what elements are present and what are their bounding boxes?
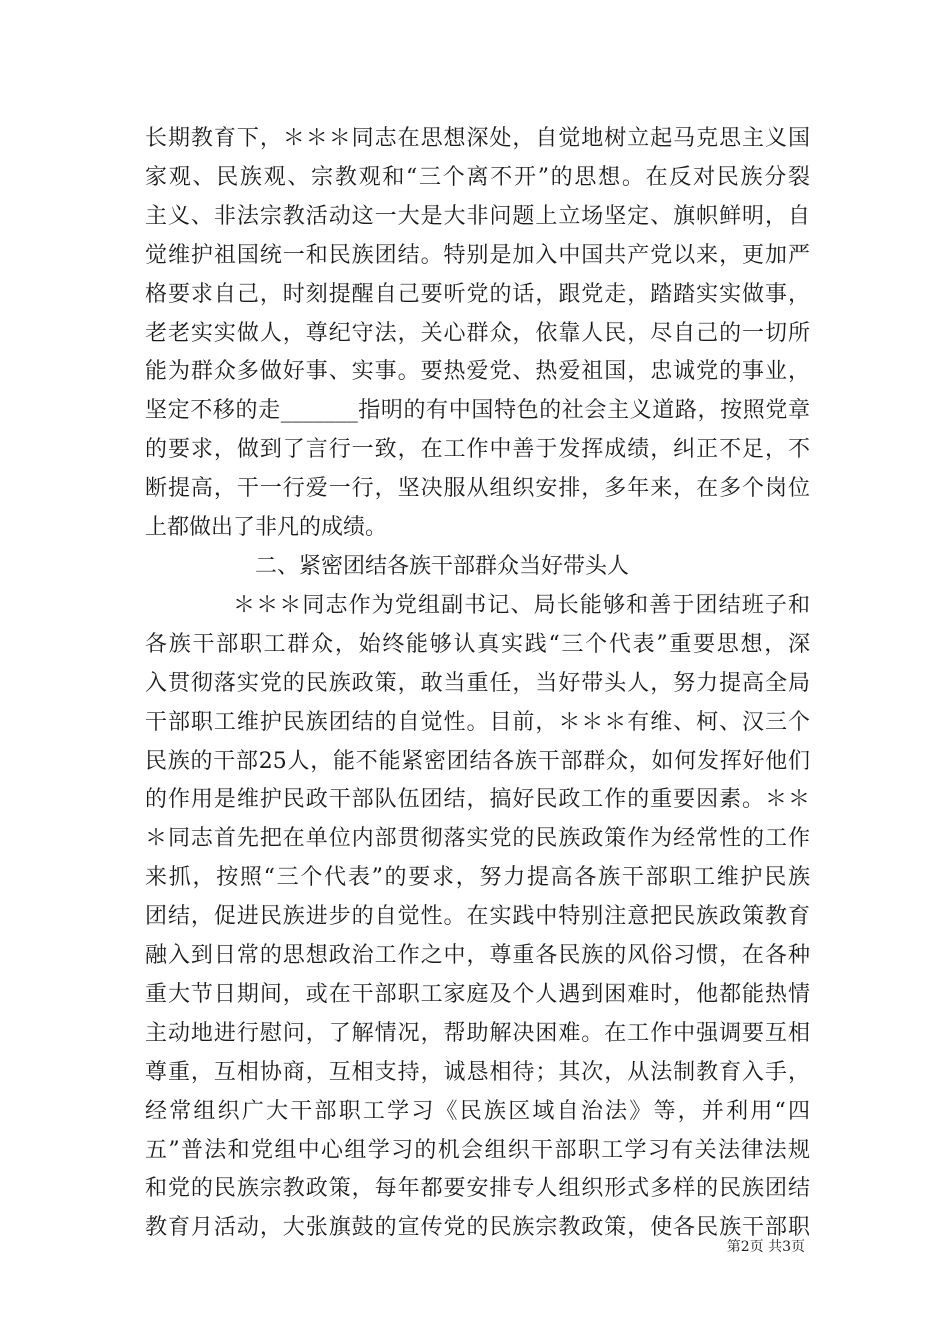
text-line: 五”普法和党组中心组学习的机会组织干部职工学习有关法律法规 xyxy=(145,1137,810,1163)
text-line: 入贯彻落实党的民族政策，敢当重任，当好带头人，努力提高全局 xyxy=(145,670,810,696)
text-line: 干部职工维护民族团结的自觉性。目前，＊＊＊有维、柯、汉三个 xyxy=(145,709,810,735)
text-line: 尊重，互相协商，互相支持，诚恳相待；其次，从法制教育入手， xyxy=(145,1059,810,1085)
text-line: 重大节日期间，或在干部职工家庭及个人遇到困难时，他都能热情 xyxy=(145,981,810,1007)
text-line: 上都做出了非凡的成绩。 xyxy=(145,515,388,541)
text-line: 融入到日常的思想政治工作之中，尊重各民族的风俗习惯，在各种 xyxy=(145,943,810,969)
section-heading: 二、紧密团结各族干部群众当好带头人 xyxy=(255,553,630,579)
text-line: 断提高，干一行爱一行，坚决服从组织安排，多年来，在多个岗位 xyxy=(145,476,810,502)
text-line: 各族干部职工群众，始终能够认真实践“三个代表”重要思想，深 xyxy=(145,631,810,657)
page-number-footer: 第2页 共3页 xyxy=(726,1239,805,1255)
text-line: 来抓，按照“三个代表”的要求，努力提高各族干部职工维护民族 xyxy=(145,865,810,891)
text-line: ＊＊＊同志作为党组副书记、局长能够和善于团结班子和 xyxy=(233,592,810,618)
text-line: 觉维护祖国统一和民族团结。特别是加入中国共产党以来，更加严 xyxy=(145,242,810,268)
text-line: 长期教育下，＊＊＊同志在思想深处，自觉地树立起马克思主义国 xyxy=(145,126,810,151)
text-line: 教育月活动，大张旗鼓的宣传党的民族宗教政策，使各民族干部职 xyxy=(145,1215,810,1241)
text-line: 老老实实做人，尊纪守法，关心群众，依靠人民，尽自己的一切所 xyxy=(145,320,810,346)
text-line: 坚定不移的走_______指明的有中国特色的社会主义道路，按照党章 xyxy=(145,398,810,424)
text-line: 能为群众多做好事、实事。要热爱党、热爱祖国，忠诚党的事业， xyxy=(145,359,810,385)
paragraph-section-two xyxy=(145,587,810,1248)
text-line: 主动地进行慰问，了解情况，帮助解决困难。在工作中强调要互相 xyxy=(145,1020,810,1046)
text-line: ＊同志首先把在单位内部贯彻落实党的民族政策作为经常性的工作 xyxy=(145,826,810,852)
text-line: 格要求自己，时刻提醒自己要听党的话，跟党走，踏踏实实做事， xyxy=(145,281,810,307)
text-line: 的作用是维护民政干部队伍团结，搞好民政工作的重要因素。＊＊ xyxy=(145,787,810,813)
text-line: 团结，促进民族进步的自觉性。在实践中特别注意把民族政策教育 xyxy=(145,904,810,930)
text-line: 和党的民族宗教政策，每年都要安排专人组织形式多样的民族团结 xyxy=(145,1176,810,1202)
text-line: 家观、民族观、宗教观和“三个离不开”的思想。在反对民族分裂 xyxy=(145,164,810,190)
text-line: 主义、非法宗教活动这一大是大非问题上立场坚定、旗帜鲜明，自 xyxy=(145,203,810,229)
document-body xyxy=(145,120,810,1248)
text-line: 经常组织广大干部职工学习《民族区域自治法》等，并利用“四 xyxy=(145,1098,810,1124)
text-line: 民族的干部25人，能不能紧密团结各族干部群众，如何发挥好他们 xyxy=(145,748,810,774)
text-line: 的要求，做到了言行一致，在工作中善于发挥成绩，纠正不足，不 xyxy=(145,437,810,463)
paragraph-continuation xyxy=(145,120,810,548)
